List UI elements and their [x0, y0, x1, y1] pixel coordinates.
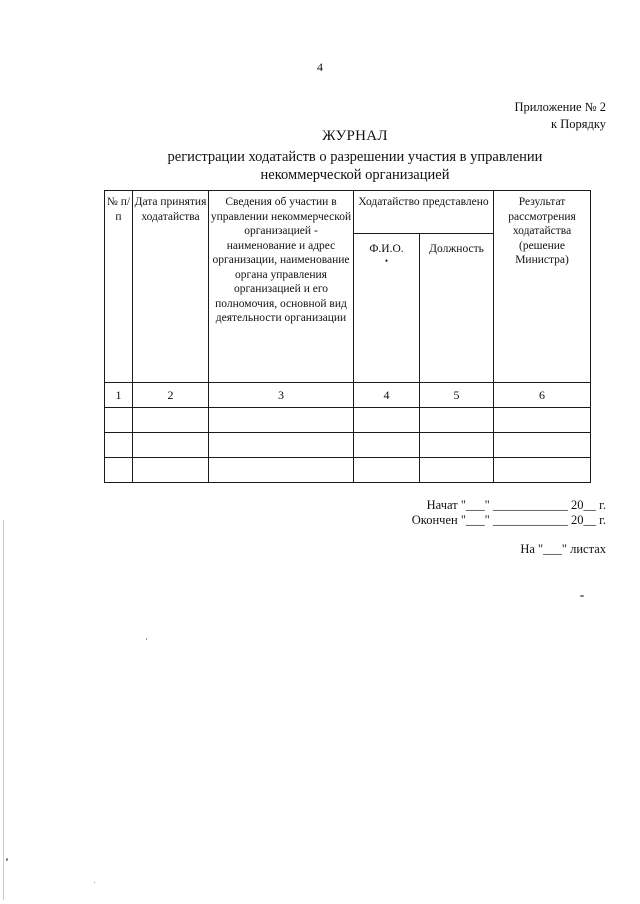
header-position: Должность [420, 234, 494, 383]
table-cell [420, 458, 494, 483]
table-cell [133, 433, 209, 458]
column-number: 4 [354, 383, 420, 408]
header-number: № п/п [105, 191, 133, 383]
sheets-count-line: На "___" листах [520, 542, 606, 556]
table-cell [420, 433, 494, 458]
scan-speck [6, 858, 8, 861]
header-date: Дата принятия ходатайства [133, 191, 209, 383]
table-cell [133, 408, 209, 433]
table-cell [209, 433, 354, 458]
document-subtitle [0, 148, 640, 184]
column-number-row [105, 383, 591, 408]
table-cell [105, 433, 133, 458]
scan-speck [94, 882, 95, 883]
scan-speck [580, 595, 584, 597]
table-cell [105, 408, 133, 433]
scan-edge-line [3, 520, 4, 900]
appendix-line-2: к Порядку [551, 117, 606, 131]
table-row [105, 408, 591, 433]
stray-mark: • [384, 255, 389, 266]
table-cell [105, 458, 133, 483]
column-number: 6 [494, 383, 591, 408]
table-row [105, 433, 591, 458]
journal-started-line: Начат "___" ____________ 20__ г. [426, 498, 606, 512]
column-number: 2 [133, 383, 209, 408]
journal-ended-line: Окончен "___" ____________ 20__ г. [411, 513, 606, 527]
header-result: Результат рассмотрения ходатайства (решение Министра) [494, 191, 591, 383]
table-cell [420, 408, 494, 433]
column-number: 5 [420, 383, 494, 408]
page-number: 4 [317, 60, 323, 74]
journal-table [104, 190, 591, 483]
table-cell [494, 408, 591, 433]
header-fio [354, 234, 420, 383]
column-number: 1 [105, 383, 133, 408]
header-submitted-by: Ходатайство представлено [354, 191, 494, 234]
document-title: ЖУРНАЛ [322, 128, 388, 144]
table-cell [133, 458, 209, 483]
table-cell [494, 433, 591, 458]
table-cell [354, 433, 420, 458]
scan-speck [146, 638, 147, 640]
subtitle-line-1: регистрации ходатайств о разрешении участия в управлении [167, 149, 543, 165]
table-cell [209, 458, 354, 483]
subtitle-line-2: некоммерческой организацией [260, 167, 450, 183]
header-participation-info: Сведения об участии в управлении некоммерческой организацией - наименование и адрес организации, наименование органа управления организацией и его полномочия, основной вид деятельности организации [209, 191, 354, 383]
column-number: 3 [209, 383, 354, 408]
table-cell [494, 458, 591, 483]
header-fio-label: Ф.И.О. [369, 243, 404, 255]
table-cell [354, 408, 420, 433]
table-cell [354, 458, 420, 483]
table-row [105, 458, 591, 483]
appendix-line-1: Приложение № 2 [514, 100, 606, 114]
table-cell [209, 408, 354, 433]
